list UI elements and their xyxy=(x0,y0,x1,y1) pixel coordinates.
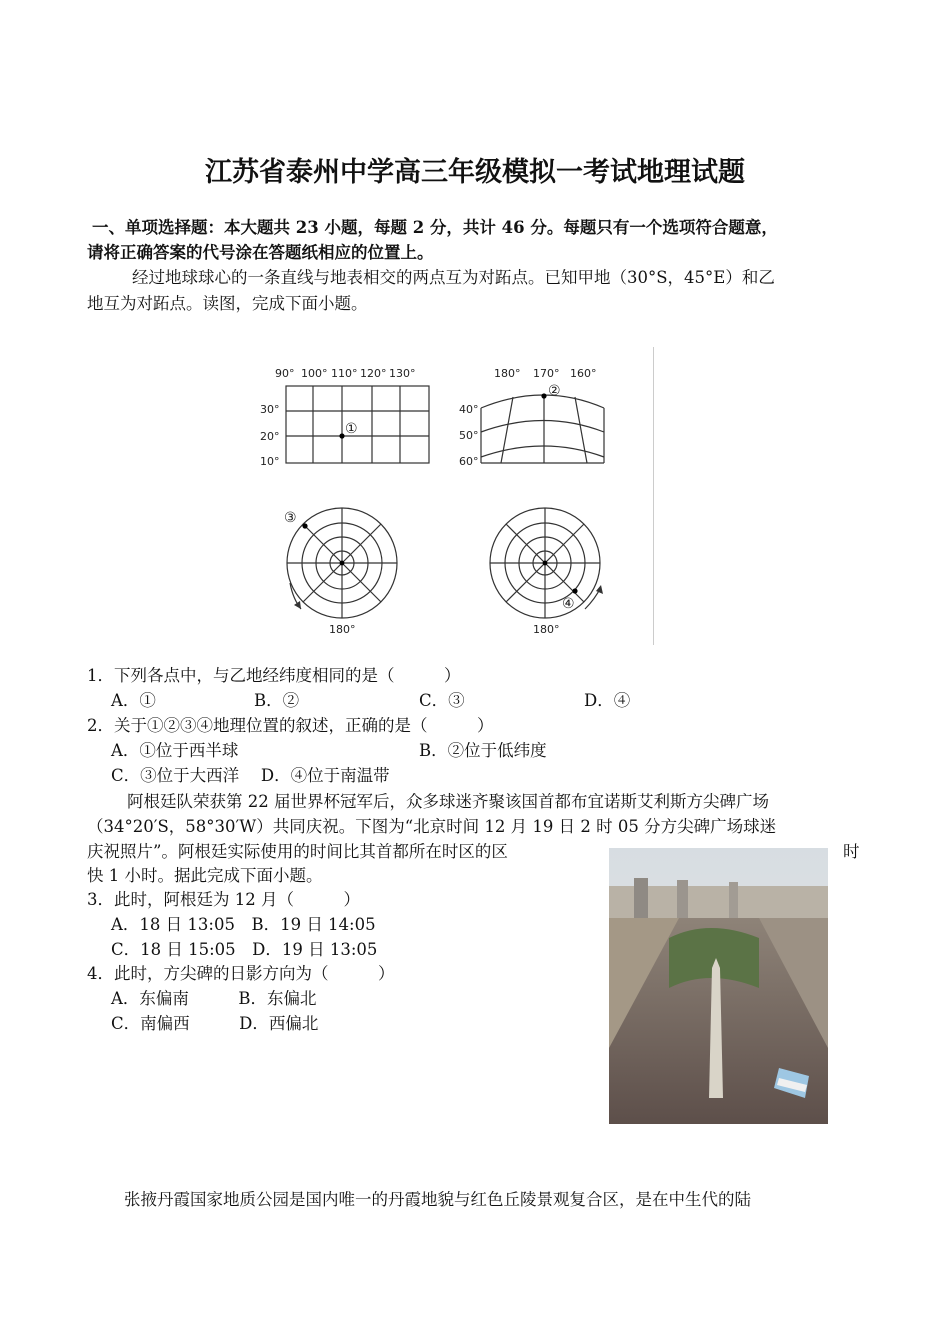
grid-map-2 xyxy=(481,395,604,463)
q1-option-c: C．③ xyxy=(419,691,465,710)
grid2-lat-label: 60° xyxy=(459,455,479,468)
intro2-line4: 快 1 小时。据此完成下面小题。 xyxy=(87,866,323,885)
grid2-lat-label: 50° xyxy=(459,429,479,442)
polar1-label: 180° xyxy=(329,623,356,636)
grid1-lat-label: 20° xyxy=(260,430,280,443)
q2-stem: 2．关于①②③④地理位置的叙述，正确的是（ ） xyxy=(87,716,494,735)
grid1-lon-label: 130° xyxy=(389,367,416,380)
point-3-marker: ③ xyxy=(284,510,297,526)
intro1-line1: 经过地球球心的一条直线与地表相交的两点互为对跖点。已知甲地（30°S，45°E）和乙 xyxy=(132,268,775,287)
grid1-lon-label: 120° xyxy=(360,367,387,380)
grid2-lat-label: 40° xyxy=(459,403,479,416)
point-1-dot xyxy=(339,433,344,438)
point-4-marker: ④ xyxy=(562,596,575,612)
page-title: 江苏省泰州中学高三年级模拟一考试地理试题 xyxy=(205,157,745,188)
q1-option-d: D．④ xyxy=(584,691,631,710)
section-heading-line2: 请将正确答案的代号涂在答题纸相应的位置上。 xyxy=(87,243,434,262)
grid1-lat-label: 10° xyxy=(260,455,280,468)
grid2-lon-label: 160° xyxy=(570,367,597,380)
intro2-line2: （34°20′S，58°30′W）共同庆祝。下图为“北京时间 12 月 19 日 2 时 05 分方尖碑广场球迷 xyxy=(87,817,777,836)
grid1-lon-label: 100° xyxy=(301,367,328,380)
obelisk-celebration-photo xyxy=(609,848,828,1124)
intro2-line3-end: 时 xyxy=(843,842,860,861)
q2-option-a: A．①位于西半球 xyxy=(111,741,239,760)
grid2-lon-label: 170° xyxy=(533,367,560,380)
grid1-lon-label: 90° xyxy=(275,367,295,380)
point-4-dot xyxy=(572,588,577,593)
grid2-lon-label: 180° xyxy=(494,367,521,380)
q3-options-cd: C．18 日 15:05 D．19 日 13:05 xyxy=(111,940,378,959)
point-3-dot xyxy=(302,523,307,528)
q2-options-cd: C．③位于大西洋 D．④位于南温带 xyxy=(111,766,390,785)
q3-stem: 3．此时，阿根廷为 12 月（ ） xyxy=(87,890,360,909)
grid1-lat-label: 30° xyxy=(260,403,280,416)
intro2-line3: 庆祝照片”。阿根廷实际使用的时间比其首都所在时区的区 xyxy=(87,842,508,861)
point-2-marker: ② xyxy=(548,383,561,399)
q2-option-b: B．②位于低纬度 xyxy=(419,741,547,760)
q3-options-ab: A．18 日 13:05 B．19 日 14:05 xyxy=(111,915,376,934)
q4-stem: 4．此时，方尖碑的日影方向为（ ） xyxy=(87,964,395,983)
intro1-line2: 地互为对跖点。读图，完成下面小题。 xyxy=(87,294,368,313)
polar2-label: 180° xyxy=(533,623,560,636)
intro3-line1: 张掖丹霞国家地质公园是国内唯一的丹霞地貌与红色丘陵景观复合区，是在中生代的陆 xyxy=(124,1190,751,1209)
section-heading-line1: 一、单项选择题：本大题共 23 小题，每题 2 分，共计 46 分。每题只有一个选项符合题意， xyxy=(92,218,778,237)
point-1-marker: ① xyxy=(345,421,358,437)
grid1-lon-label: 110° xyxy=(331,367,358,380)
intro2-line1: 阿根廷队荣获第 22 届世界杯冠军后，众多球迷齐聚该国首都布宜诺斯艾利斯方尖碑广场 xyxy=(127,792,769,811)
q4-options-cd: C．南偏西 D．西偏北 xyxy=(111,1014,319,1033)
q1-option-b: B．② xyxy=(254,691,300,710)
q1-option-a: A．① xyxy=(111,691,156,710)
q1-stem: 1．下列各点中，与乙地经纬度相同的是（ ） xyxy=(87,666,461,685)
q4-options-ab: A．东偏南 B．东偏北 xyxy=(111,989,317,1008)
point-2-dot xyxy=(541,393,546,398)
coordinate-figure xyxy=(235,347,654,645)
